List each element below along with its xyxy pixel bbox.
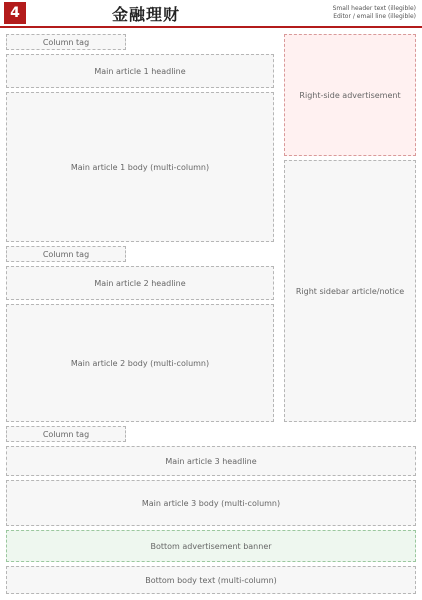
sidebar-text-block: Right sidebar article/notice bbox=[284, 160, 416, 422]
main-article-2-body: Main article 2 body (multi-column) bbox=[6, 304, 274, 422]
bottom-body-text: Bottom body text (multi-column) bbox=[6, 566, 416, 594]
ad-bank-bottom-banner: Bottom advertisement banner bbox=[6, 530, 416, 562]
page-number: 4 bbox=[4, 2, 26, 24]
main-article-2-title: Main article 2 headline bbox=[6, 266, 274, 300]
column-tag-wealth: Column tag bbox=[6, 246, 126, 262]
main-article-3-body: Main article 3 body (multi-column) bbox=[6, 480, 416, 526]
ad-bank-top-right: Right-side advertisement bbox=[284, 34, 416, 156]
main-article-1-title: Main article 1 headline bbox=[6, 54, 274, 88]
page-header bbox=[0, 0, 422, 28]
header-meta-line-2: Editor / email line (illegible) bbox=[333, 13, 416, 20]
section-title: 金融理财 bbox=[112, 4, 181, 24]
main-article-1-body: Main article 1 body (multi-column) bbox=[6, 92, 274, 242]
header-meta-line-1: Small header text (illegible) bbox=[332, 5, 416, 12]
header-meta bbox=[333, 5, 416, 21]
column-tag-finance: Column tag bbox=[6, 34, 126, 50]
main-article-3-title: Main article 3 headline bbox=[6, 446, 416, 476]
column-tag-feature: Column tag bbox=[6, 426, 126, 442]
